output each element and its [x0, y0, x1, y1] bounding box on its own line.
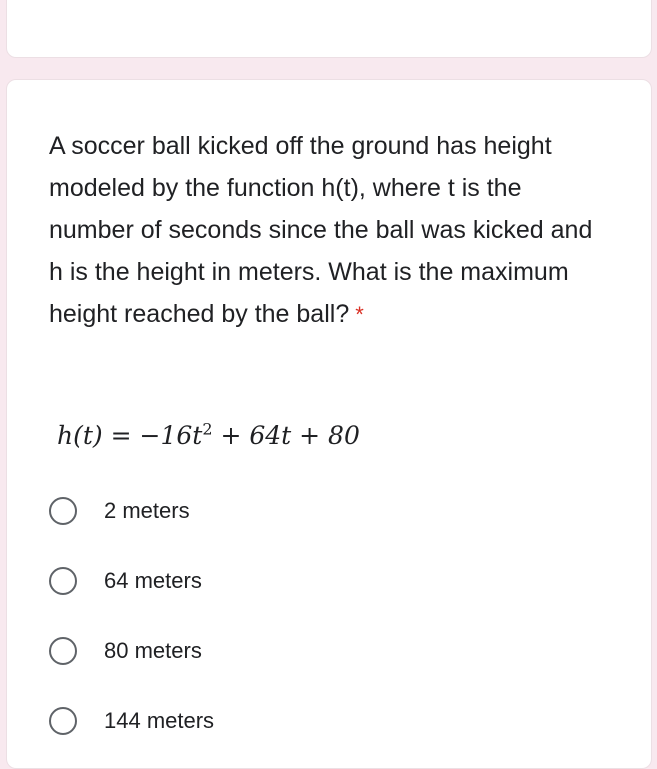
radio-button-unchecked[interactable]	[49, 497, 77, 525]
option-label: 80 meters	[104, 638, 202, 663]
formula-lhs: h(t)	[57, 421, 103, 450]
question-text: A soccer ball kicked off the ground has height modeled by the function h(t), where t is the number of seconds since the ball was kicked and h is the height in meters. What is the maximum height reached by the ball?	[49, 132, 593, 328]
option-64-meters[interactable]	[49, 561, 202, 601]
radio-button-unchecked[interactable]	[49, 707, 77, 735]
formula-equals: =	[102, 421, 140, 450]
formula-exponent: 2	[202, 419, 213, 439]
formula-rest: + 64t + 80	[212, 421, 360, 450]
radio-button-unchecked[interactable]	[49, 567, 77, 595]
option-80-meters[interactable]	[49, 631, 202, 671]
option-label: 64 meters	[104, 568, 202, 593]
radio-button-unchecked[interactable]	[49, 637, 77, 665]
question-formula	[57, 421, 360, 450]
formula-term1: −16t	[139, 421, 203, 450]
option-label: 2 meters	[104, 498, 190, 523]
previous-question-card	[6, 0, 652, 58]
option-144-meters[interactable]	[49, 701, 214, 741]
question-card	[6, 79, 652, 769]
question-text-block	[49, 125, 609, 336]
required-asterisk: *	[355, 302, 364, 327]
option-2-meters[interactable]	[49, 491, 190, 531]
option-label: 144 meters	[104, 708, 215, 733]
